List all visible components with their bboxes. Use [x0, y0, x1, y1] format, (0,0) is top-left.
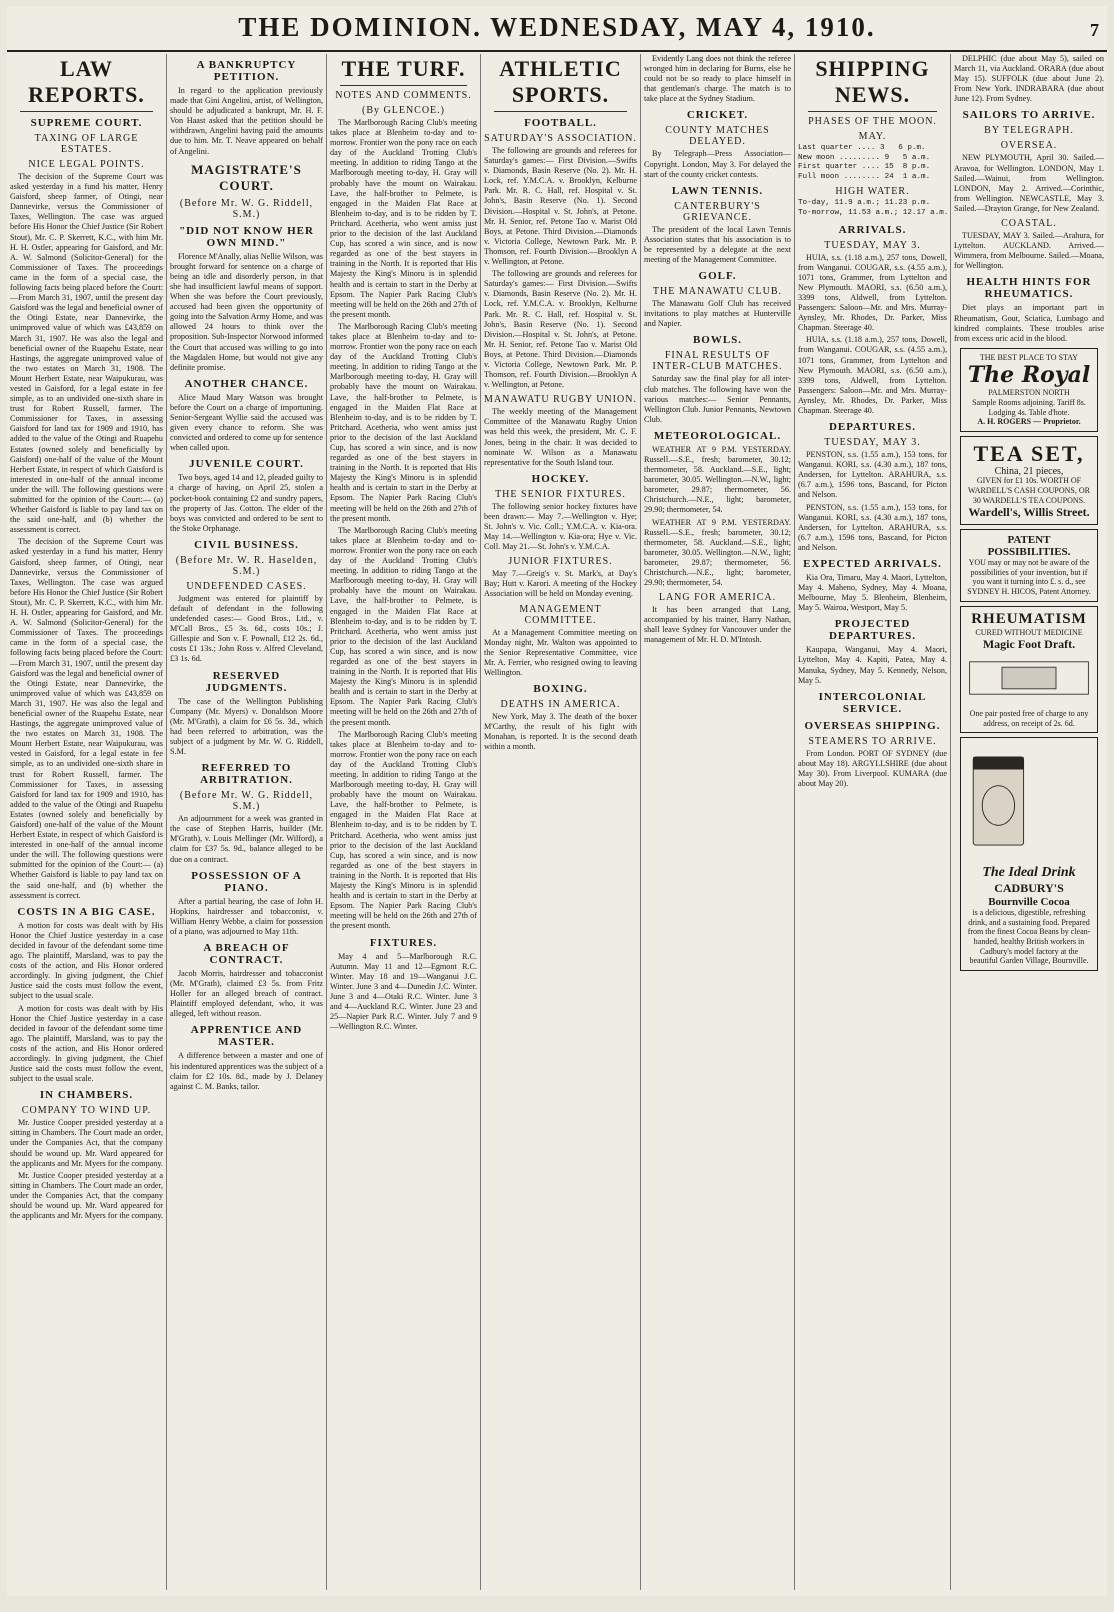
heading: DEATHS IN AMERICA.: [500, 699, 621, 711]
heading: GOLF.: [698, 270, 737, 283]
heading: BY TELEGRAPH.: [984, 125, 1074, 137]
article-body: Evidently Lang does not think the referee wronged him in declaring for Burns, else he could not be so ready to place himself in that gentleman's charge. The match is to take place at the Sydney Stadium.: [644, 54, 791, 104]
article-body: The following are grounds and referees for Saturday's games:— First Division.—Swifts v. Diamonds, Basin Reserve (No. 2). Mr. H. Lock, ref. Y.M.C.A. v. Brooklyn, Kelburne Park. Mr. R. C. Hall, ref. Hospital v. St. John's, Basin Reserve (No. 1). Second Division.—Hospital v. St. John's, at Petone. Mr. H. Senior, ref. Petone Tao v. Marist Old Boys, at Petone. Third Division.—Diamonds v. Victoria College, Newtown Park. Mr. P. Thomson, ref. Fourth Division.—Brooklyn A v. Wellington, at Petone.: [484, 269, 637, 390]
heading: MANAGEMENT COMMITTEE.: [519, 603, 602, 626]
heading: JUVENILE COURT.: [189, 458, 304, 471]
moon-table: Last quarter .... 3 6 p.m. New moon ......... 9 5 a.m. First quarter .... 15 8 p.m. Full moon ........ 24 1 a.m.: [798, 144, 931, 181]
article-body: The following senior hockey fixtures have been drawn:— May 7.—Wellington v. Hye; St. John's v. Vic. Coll.; Y.M.C.A. v. Kia-ora. May 14.—Wellington v. Kia-ora; Hye v. Vic. Coll. May 21.—St. John's v. Y.M.C.A.: [484, 501, 637, 552]
heading: POSSESSION OF A PIANO.: [191, 869, 302, 894]
heading: COUNTY MATCHES DELAYED.: [665, 125, 770, 148]
ad-tea-set: [960, 436, 1098, 525]
heading: THE SENIOR FIXTURES.: [495, 488, 626, 500]
column-courts: [167, 54, 327, 1590]
article-body: The Marlborough Racing Club's meeting takes place at Blenheim to-day and to-morrow. Frontier won the pony race on each day of the Auckland Trotting Club's meeting. In addition to riding Tango at the Marlborough meeting to-day, H. Gray will probably have the mount on Wairakau. Lave, the half-brother to Pelmete, is engaged in the Maiden Flat Race at Blenheim to-day, and is to be ridden by T. Pritchard. Acetheria, who went amiss just prior to the decision of the last Auckland Cup, has scored a win since, and is now regarded as one of the best stayers in training in the North. It is reported that His Majesty the King's Minoru is in splendid health and is certain to start in the Derby at Epsom. The Napier Park Racing Club's meeting will be held on the 26th and 27th of the present month.: [330, 118, 477, 319]
heading: BOXING.: [533, 683, 588, 696]
ad-subheading: Bournville Cocoa: [988, 896, 1070, 909]
heading: COMPANY TO WIND UP.: [21, 1105, 152, 1117]
heading: (Before Mr. W. R. Haselden, S.M.): [175, 554, 318, 577]
heading: UNDEFENDED CASES.: [186, 580, 307, 592]
ad-place: PALMERSTON NORTH: [988, 388, 1070, 398]
heading: (Before Mr. W. G. Riddell, S.M.): [179, 790, 314, 813]
heading: THE MANAWATU CLUB.: [652, 286, 783, 298]
article-body: Alice Maud Mary Watson was brought before the Court on a charge of importuning. Senior-Sergeant Wyllie said the accused was given every chance to reform. She was convicted and ordered to come up for sentence when called upon.: [170, 392, 323, 453]
heading: HOCKEY.: [531, 472, 590, 485]
ad-text: Sample Rooms adjoining. Tariff 8s. Lodging 4s. Table d'hote.: [972, 397, 1086, 417]
heading: COSTS IN A BIG CASE.: [17, 905, 156, 918]
heading: ANOTHER CHANCE.: [184, 377, 309, 390]
article-body: Saturday saw the final play for all inter-club matches. The following have won the various matches:— Senior Pennants, Wellington Club. Junior Pennants, Newtown Club.: [644, 374, 791, 424]
ad-cadbury: [960, 737, 1098, 971]
heading: SATURDAY'S ASSOCIATION.: [484, 133, 637, 144]
article-body: DELPHIC (due about May 5), sailed on March 11, via Auckland. ORARA (due about May 15). SUFFOLK (due about June 2). From New York. INDRABARA (due about June 12). From Sydney.: [954, 54, 1104, 104]
heading: FINAL RESULTS OF INTER-CLUB MATCHES.: [652, 350, 783, 373]
section-title: ATHLETIC SPORTS.: [499, 56, 622, 107]
heading: FOOTBALL.: [524, 117, 597, 129]
ad-rheumatism: [960, 606, 1098, 734]
heading: FIXTURES.: [369, 936, 438, 949]
ad-brand: The Royal: [967, 362, 1091, 389]
article-body: Jacob Morris, hairdresser and tobacconist (Mr. M'Grath), claimed £3 5s. from Fritz Holler for an alleged breach of contract. Plaintiff employed defendant, who, it was alleged, left without reason.: [170, 968, 323, 1019]
ad-subheading: China, 21 pieces,: [994, 465, 1064, 477]
article-body: Mr. Justice Cooper presided yesterday at a sitting in Chambers. The Court made an order, under the Companies Act, that the company should be wound up. Mr. Ward appeared for the applicants and Mr. Myers for the company.: [10, 1170, 163, 1221]
article-body: Florence M'Anally, alias Nellie Wilson, was brought forward for sentence on a charge of being an idle and disorderly person, in that she had insufficient lawful means of support. When she was before the Court previously, accused had been given the opportunity of going into the Salvation Army Home, and was allowed 24 hours to think over the proposition. Sub-Inspector Norwood informed the Court that accused was willing to go into the Magdalen Home, but would not give any definite promise.: [170, 251, 323, 372]
heading: INTERCOLONIAL SERVICE.: [818, 690, 927, 715]
heading: NOTES AND COMMENTS.: [335, 90, 472, 101]
heading: IN CHAMBERS.: [39, 1089, 134, 1102]
cocoa-tin-icon: [966, 746, 1092, 856]
heading: JUNIOR FIXTURES.: [508, 556, 613, 568]
heading: A BANKRUPTCY PETITION.: [196, 59, 297, 83]
heading: (By GLENCOE.): [362, 105, 445, 116]
article-body: The Marlborough Racing Club's meeting takes place at Blenheim to-day and to-morrow. Frontier won the pony race on each day of the Auckland Trotting Club's meeting. In addition to riding Tango at the Marlborough meeting to-day, H. Gray will probably have the mount on Wairakau. Lave, the half-brother to Pelmete, is engaged in the Maiden Flat Race at Blenheim to-day, and is to be ridden by T. Pritchard. Acetheria, who went amiss just prior to the decision of the last Auckland Cup, has scored a win since, and is now regarded as one of the best stayers in training in the North. It is reported that His Majesty the King's Minoru is in splendid health and is certain to start in the Derby at Epsom. The Napier Park Racing Club's meeting will be held on the 26th and 27th of the present month.: [330, 525, 477, 727]
heading: TAXING OF LARGE ESTATES.: [34, 133, 139, 155]
article-body: A motion for costs was dealt with by His Honor the Chief Justice yesterday in a case decided in favour of the defendant some time ago. The plaintiff, Marsland, was to pay the costs of the action, and His Honor ordered accordingly. In giving judgment, the Chief Justice said the costs must follow the event, subject to the usual scale.: [10, 920, 163, 1001]
ad-proprietor: A. H. ROGERS — Proprietor.: [977, 417, 1081, 427]
article-body: A motion for costs was dealt with by His Honor the Chief Justice yesterday in a case decided in favour of the defendant some time ago. The plaintiff, Marsland, was to pay the costs of the action, and His Honor ordered accordingly. In giving judgment, the Chief Justice said the costs must follow the event, subject to the usual scale.: [10, 1003, 163, 1084]
section-title: SHIPPING NEWS.: [815, 56, 930, 107]
article-body: NEW PLYMOUTH, April 30. Sailed.—Aravoa, for Wellington. LONDON, May 1. Sailed.—Wainui, from Wellington. LONDON, May 2. Arrived.—Corinthic, from Wellington. NEWCASTLE, May 3. Sailed.—Drayton Grange, for New Zealand.: [954, 153, 1104, 213]
heading: OVERSEA.: [1000, 140, 1058, 152]
article-body: Diet plays an important part in Rheumatism, Gout, Sciatica, Lumbago and kindred complaints. These troubles arise from excess uric acid in the blood.: [954, 303, 1104, 343]
article-body: The Marlborough Racing Club's meeting takes place at Blenheim to-day and to-morrow. Frontier won the pony race on each day of the Auckland Trotting Club's meeting. In addition to riding Tango at the Marlborough meeting to-day, H. Gray will probably have the mount on Wairakau. Lave, the half-brother to Pelmete, is engaged in the Maiden Flat Race at Blenheim to-day, and is to be ridden by T. Pritchard. Acetheria, who went amiss just prior to the decision of the last Auckland Cup, has scored a win since, and is now regarded as one of the best stayers in training in the North. It is reported that His Majesty the King's Minoru is in splendid health and is certain to start in the Derby at Epsom. The Napier Park Racing Club's meeting will be held on the 26th and 27th of the present month.: [330, 321, 477, 523]
column-sports-continued: [641, 54, 795, 1590]
article-body: PENSTON, s.s. (1.55 a.m.), 153 tons, for Wanganui. KORI, s.s. (4.30 a.m.), 187 tons, Andersen, for Lyttelton. ARAHURA, s.s. (6.7 a.m.), 1596 tons, Bascand, for Picton and Nelson.: [798, 450, 947, 500]
masthead-title: THE DOMINION. WEDNESDAY, MAY 4, 1910.: [238, 12, 876, 42]
heading: APPRENTICE AND MASTER.: [190, 1024, 303, 1049]
heading: (Before Mr. W. G. Riddell, S.M.): [179, 197, 314, 220]
tide-table: To-day, 11.9 a.m.; 11.23 p.m. To-morrow, 11.53 a.m.; 12.17 a.m.: [798, 199, 949, 217]
article-body: At a Management Committee meeting on Monday night, Mr. Walton was appointed to the Senior Representative Committee, vice Mr. A. Ferrier, who resigned owing to leaving Wellington.: [484, 627, 637, 677]
heading: CIVIL BUSINESS.: [194, 538, 299, 551]
heading: TUESDAY, MAY 3.: [824, 239, 921, 251]
column-shipping-and-ads: [951, 54, 1107, 1590]
heading: HIGH WATER.: [835, 186, 910, 198]
heading: STEAMERS TO ARRIVE.: [808, 735, 937, 747]
heading: CRICKET.: [686, 109, 749, 122]
heading: METEOROLOGICAL.: [653, 429, 782, 442]
ad-heading: THE BEST PLACE TO STAY: [979, 352, 1079, 362]
ad-brand: Wardell's, Willis Street.: [968, 505, 1090, 520]
heading: MAY.: [858, 131, 887, 142]
heading: NICE LEGAL POINTS.: [28, 159, 145, 170]
heading: MANAWATU RUGBY UNION.: [484, 394, 637, 406]
article-body: The case of the Wellington Publishing Company (Mr. Myers) v. Donaldson Moore (Mr. M'Grath), a claim for £6 5s. 3d., which had been referred to arbitration, was the subject of a judgment by Mr. W. G. Riddell, S.M.: [170, 696, 323, 757]
heading: REFERRED TO ARBITRATION.: [200, 762, 293, 787]
article-body: It has been arranged that Lang, accompanied by his trainer, Harry Nathan, shall leave Sydney for Vancouver under the management of Mr. H. D. M'Intosh.: [644, 605, 791, 645]
heading: LAWN TENNIS.: [671, 184, 764, 197]
article-body: PENSTON, s.s. (1.55 a.m.), 153 tons, for Wanganui. KORI, s.s. (4.30 a.m.), 187 tons, Andersen, for Lyttelton. ARAHURA, s.s. (6.7 a.m.), 1596 tons, Bascand, for Picton and Nelson.: [798, 502, 947, 552]
foot-draft-icon: [966, 656, 1092, 700]
section-title: THE TURF.: [341, 56, 466, 81]
heading: BOWLS.: [692, 334, 743, 347]
article-body: A difference between a master and one of his indentured apprentices was the subject of a claim for £2 10s. 8d., made by J. Delaney against C. M. Banks, tailor.: [170, 1051, 323, 1091]
article-body: May 7.—Greig's v. St. Mark's, at Day's Bay; Hutt v. Karori. A meeting of the Hockey Association will be held on Monday evening.: [484, 569, 637, 599]
heading: SAILORS TO ARRIVE.: [962, 109, 1096, 122]
ad-royal-hotel: [960, 348, 1098, 432]
heading: TUESDAY, MAY 3.: [824, 437, 921, 449]
heading: EXPECTED ARRIVALS.: [803, 558, 942, 570]
article-body: Judgment was entered for plaintiff by default of defendant in the following undefended cases:— Good Bros., Ltd., v. M'Call Bros., £5 3s. 6d., costs 10s.; J. Gillespie and Son v. F. Pownall, £12 2s. 6d., costs £1 13s.; John Ross v. Alfred Cleveland, £3 1s. 6d.: [170, 593, 323, 664]
heading: PHASES OF THE MOON.: [808, 116, 937, 127]
article-body: New York, May 3. The death of the boxer M'Carthy, the result of his fight with Monahan, is reported. It is the second death within a month.: [484, 712, 637, 752]
heading: COASTAL.: [1001, 218, 1057, 230]
section-title: LAW REPORTS.: [28, 56, 145, 107]
article-body: WEATHER AT 9 P.M. YESTERDAY. Russell.—S.E., fresh; barometer, 30.12; thermometer, 58. Auckland.—S.E., light; barometer, 30.05. Wellington.—N.W., light; barometer, 29.87; thermometer, 56. Christchurch.—N.E., light; barometer, 29.90; thermometer, 54.: [644, 517, 791, 588]
heading: "DID NOT KNOW HER OWN MIND.": [179, 224, 314, 249]
article-body: Mr. Justice Cooper presided yesterday at a sitting in Chambers. The Court made an order, under the Companies Act, that the company should be wound up. Mr. Ward appeared for the applicants and Mr. Myers for the company.: [10, 1118, 163, 1168]
article-body: After a partial hearing, the case of John H. Hopkins, hairdresser and tobacconist, v. William Henry Webbe, a claim for possession of a piano, was adjourned to May 11th.: [170, 896, 323, 936]
heading: RESERVED JUDGMENTS.: [205, 669, 288, 694]
article-body: From London. PORT OF SYDNEY (due about May 18). ARGYLLSHIRE (due about May 30). From Liverpool. KUMARA (due about May 20).: [798, 748, 947, 789]
article-body: The Manawatu Golf Club has received invitations to play matches at Hunterville and Napier.: [644, 299, 791, 329]
article-body: The president of the local Lawn Tennis Association states that his association is to be represented by a delegate at the next meeting of the Management Committee.: [644, 224, 791, 265]
article-body: In regard to the application previously made that Gini Angelini, artist, of Wellington, should be adjudicated a bankrupt, Mr. H. F. Von Haast asked that the petition should be withdrawn, Angelini having paid the amounts due to him. Mr. T. Neave appeared on behalf of Angelini.: [170, 86, 323, 156]
heading: A BREACH OF CONTRACT.: [203, 941, 290, 966]
ad-brand: CADBURY'S: [994, 881, 1064, 896]
heading: MAGISTRATE'S COURT.: [191, 161, 302, 193]
ad-heading: RHEUMATISM: [971, 610, 1087, 627]
article-body: Kia Ora, Timaru, May 4. Maori, Lyttelton, May 4. Maheno, Sydney, May 4. Moana, Melbourne, May 5. Blenheim, Blenheim, May 5. Wairoa, Westport, May 5.: [798, 573, 947, 613]
article-body: WEATHER AT 9 P.M. YESTERDAY. Russell.—S.E., fresh; barometer, 30.12; thermometer, 58. Auckland.—S.E., light; barometer, 30.05. Wellington.—N.W., light; barometer, 29.87; thermometer, 56. Christchurch.—N.E., light; barometer, 29.90; thermometer, 54.: [644, 444, 791, 515]
masthead: [7, 6, 1107, 52]
article-body: The decision of the Supreme Court was asked yesterday in a fund his matter, Henry Gaisford, sheep farmer, of Otingi, near Dannevirke, versus the Commissioner of Taxes, Wellington. The case was argued before His Honor the Chief Justice (Sir Robert Stout), Mr. C. P. Skerrett, K.C., with him Mr. H. H. Ostler, appearing for Gaisford, and Mr. A. W. Salmond (Solicitor-General) for the Commissioner of Taxes. The proceedings came in the form of a special case, the following facts being placed before the Court:—From March 31, 1907, until the present day Gaisford was the legal and beneficial owner of the Otingi Estate, near Dannevirke, the unimproved value of which was £43,859 on March 31, 1907. He was also the legal and beneficial owner of the Ruapehu Estate, near Hastings, the aggregate unimproved value of the two estates on March 31, 1908. The Mount Herbert Estate, near Waipukurau, was vested in Gaisford, for a legal estate in fee simple, as to an undivided one-sixth share in trust for Robert Russell, farmer. The Commissioner for Taxes, in assessing Gaisford for land tax for 1909 and 1910, has added to the value of the Otingi and Ruapehu Estates (owned solely and beneficially by Gaisford) one-half of the value of the Mount Herbert Estate, in respect of which Gaisford is interested in one-half of the annual income under the will. The following questions were submitted for the opinion of the Court:— (a) Whether Gaisford is liable to pay land tax on the said one-half, and (b) whether the assessment is correct.: [10, 172, 163, 535]
column-shipping: [795, 54, 951, 1590]
article-body: Kaupapa, Wanganui, May 4. Maori, Lyttelton, May 4. Kapiti, Patea, May 4. Manuka, Sydney, May 5. Kennedy, Nelson, May 5.: [798, 645, 947, 685]
heading: PROJECTED DEPARTURES.: [828, 618, 917, 643]
article-body: The following are grounds and referees for Saturday's games:— First Division.—Swifts v. Diamonds, Basin Reserve (No. 2). Mr. H. Lock, ref. Y.M.C.A. v. Brooklyn, Kelburne Park. Mr. R. C. Hall, ref. Hospital v. St. John's, Basin Reserve (No. 1). Second Division.—Hospital v. St. John's, at Petone. Mr. H. Senior, ref. Petone Tao v. Marist Old Boys, at Petone. Third Division.—Diamonds v. Victoria College, Newtown Park. Mr. P. Thomson, ref. Fourth Division.—Brooklyn A v. Wellington, at Petone.: [484, 146, 637, 267]
ad-heading: PATENT POSSIBILITIES.: [987, 534, 1071, 559]
ad-text: YOU may or may not be aware of the possibilities of your invention, but if you want it turning into £. s. d., see SYDNEY H. HICOS, Patent Attorney.: [967, 558, 1091, 596]
article-body: An adjournment for a week was granted in the case of Stephen Harris, builder (Mr. M'Grath), v. Louis Mellinger (Mr. Wilford), a claim for £37 5s. 9d., balance alleged to be due on a contract.: [170, 814, 323, 864]
newspaper-page: [7, 6, 1107, 1596]
heading: OVERSEAS SHIPPING.: [804, 719, 941, 732]
article-body: HUIA, s.s. (1.18 a.m.), 257 tons, Dowell, from Wanganui. COUGAR, s.s. (4.55 a.m.), 1071 tons, Grammer, from Lyttelton and New Plymouth. MAORI, s.s. (6.50 a.m.), 3399 tons, Aldwell, from Lyttelton. Passengers: Saloon—Mr. and Mrs. Murray-Aynsley, Mr. Rhodes, Dr. Parker, Miss Chapman. Steerage 40.: [798, 335, 947, 415]
ad-text: GIVEN for £1 10s. WORTH OF WARDELL'S CASH COUPONS, OR 30 WARDELL'S TEA COUPONS.: [968, 476, 1090, 505]
column-law-reports: [7, 54, 167, 1590]
heading: LANG FOR AMERICA.: [658, 592, 777, 604]
article-body: The weekly meeting of the Management Committee of the Manawatu Rugby Union was held this week, the president, Mr. C. F. Jones, being in the chair. It was decided to nominate W. Wilson as a Manawatu representative for the South Island tour.: [484, 407, 637, 467]
article-body: TUESDAY, MAY 3. Sailed.—Arahura, for Lyttelton. AUCKLAND. Arrived.—Wimmera, from Melbourne. Sailed.—Moana, for Wellington.: [954, 231, 1104, 271]
heading: HEALTH HINTS FOR RHEUMATICS.: [966, 276, 1092, 301]
column-athletics: [481, 54, 641, 1590]
ad-heading: The Ideal Drink: [982, 865, 1076, 881]
ad-text: is a delicious, digestible, refreshing drink, and a sustaining food. Prepared from the finest Cocoa Beans by clean-handed, healthy British workers in Cadbury's model factory at the beautiful Garden Village, Bournville.: [967, 908, 1091, 966]
ad-brand: Magic Foot Draft.: [982, 637, 1076, 652]
heading: CANTERBURY'S GRIEVANCE.: [674, 200, 761, 223]
heading: ARRIVALS.: [838, 223, 907, 236]
article-body: The decision of the Supreme Court was asked yesterday in a fund his matter, Henry Gaisford, sheep farmer, of Otingi, near Dannevirke, versus the Commissioner of Taxes, Wellington. The case was argued before His Honor the Chief Justice (Sir Robert Stout), Mr. C. P. Skerrett, K.C., with him Mr. H. H. Ostler, appearing for Gaisford, and Mr. A. W. Salmond (Solicitor-General) for the Commissioner of Taxes. The proceedings came in the form of a special case, the following facts being placed before the Court:—From March 31, 1907, until the present day Gaisford was the legal and beneficial owner of the Otingi Estate, near Dannevirke, the unimproved value of which was £43,859 on March 31, 1907. He was also the legal and beneficial owner of the Ruapehu Estate, near Hastings, the aggregate unimproved value of the two estates on March 31, 1908. The Mount Herbert Estate, near Waipukurau, was vested in Gaisford, for a legal estate in fee simple, as to an undivided one-sixth share in trust for Robert Russell, farmer. The Commissioner for Taxes, in assessing Gaisford for land tax for 1909 and 1910, has added to the value of the Otingi and Ruapehu Estates (owned solely and beneficially by Gaisford) one-half of the value of the Mount Herbert Estate, in respect of which Gaisford is interested in one-half of the annual income under the will. The following questions were submitted for the opinion of the Court:— (a) Whether Gaisford is liable to pay land tax on the said one-half, and (b) whether the assessment is correct.: [10, 537, 163, 900]
heading: DEPARTURES.: [828, 421, 917, 434]
ad-patent: [960, 529, 1098, 601]
heading: SUPREME COURT.: [30, 117, 143, 129]
article-body: HUIA, s.s. (1.18 a.m.), 257 tons, Dowell, from Wanganui. COUGAR, s.s. (4.55 a.m.), 1071 tons, Grammer, from Lyttelton and New Plymouth. MAORI, s.s. (6.50 a.m.), 3399 tons, Aldwell, from Lyttelton. Passengers: Saloon—Mr. and Mrs. Murray-Aynsley, Mr. Rhodes, Dr. Parker, Miss Chapman. Steerage 40.: [798, 252, 947, 333]
ad-text: One pair posted free of charge to any address, on receipt of 2s. 6d.: [969, 709, 1089, 728]
column-turf: [327, 54, 481, 1590]
page-number: 7: [1090, 20, 1099, 40]
fixtures-list: May 4 and 5—Marlborough R.C. Autumn. May 11 and 12—Egmont R.C. Winter. May 18 and 19—Wanganui J.C. Winter. June 3 and 4—Dunedin J.C. Winter. June 3 and 4—Otaki R.C. Winter. June 3 and 4—Auckland R.C. Winter. June 23 and 25—Napier Park R.C. Winter. July 7 and 9—Wellington R.C. Winter.: [330, 951, 477, 1032]
article-body: By Telegraph—Press Association—Copyright. London, May 3. For delayed the start of the county cricket contests.: [644, 149, 791, 179]
article-body: The Marlborough Racing Club's meeting takes place at Blenheim to-day and to-morrow. Frontier won the pony race on each day of the Auckland Trotting Club's meeting. In addition to riding Tango at the Marlborough meeting to-day, H. Gray will probably have the mount on Wairakau. Lave, the half-brother to Pelmete, is engaged in the Maiden Flat Race at Blenheim to-day, and is to be ridden by T. Pritchard. Acetheria, who went amiss just prior to the decision of the last Auckland Cup, has scored a win since, and is now regarded as one of the best stayers in training in the North. It is reported that His Majesty the King's Minoru is in splendid health and is certain to start in the Derby at Epsom. The Napier Park Racing Club's meeting will be held on the 26th and 27th of the present month.: [330, 729, 477, 931]
article-body: Two boys, aged 14 and 12, pleaded guilty to a charge of having, on April 25, stolen a pocket-book containing £2 and sundry papers, the property of Jas. Cotton. The elder of the boys was convicted and ordered to be sent to the Stoke Orphanage.: [170, 473, 323, 533]
ad-heading: TEA SET,: [973, 440, 1085, 466]
ad-subheading: CURED WITHOUT MEDICINE: [975, 627, 1083, 637]
columns: [7, 54, 1107, 1590]
